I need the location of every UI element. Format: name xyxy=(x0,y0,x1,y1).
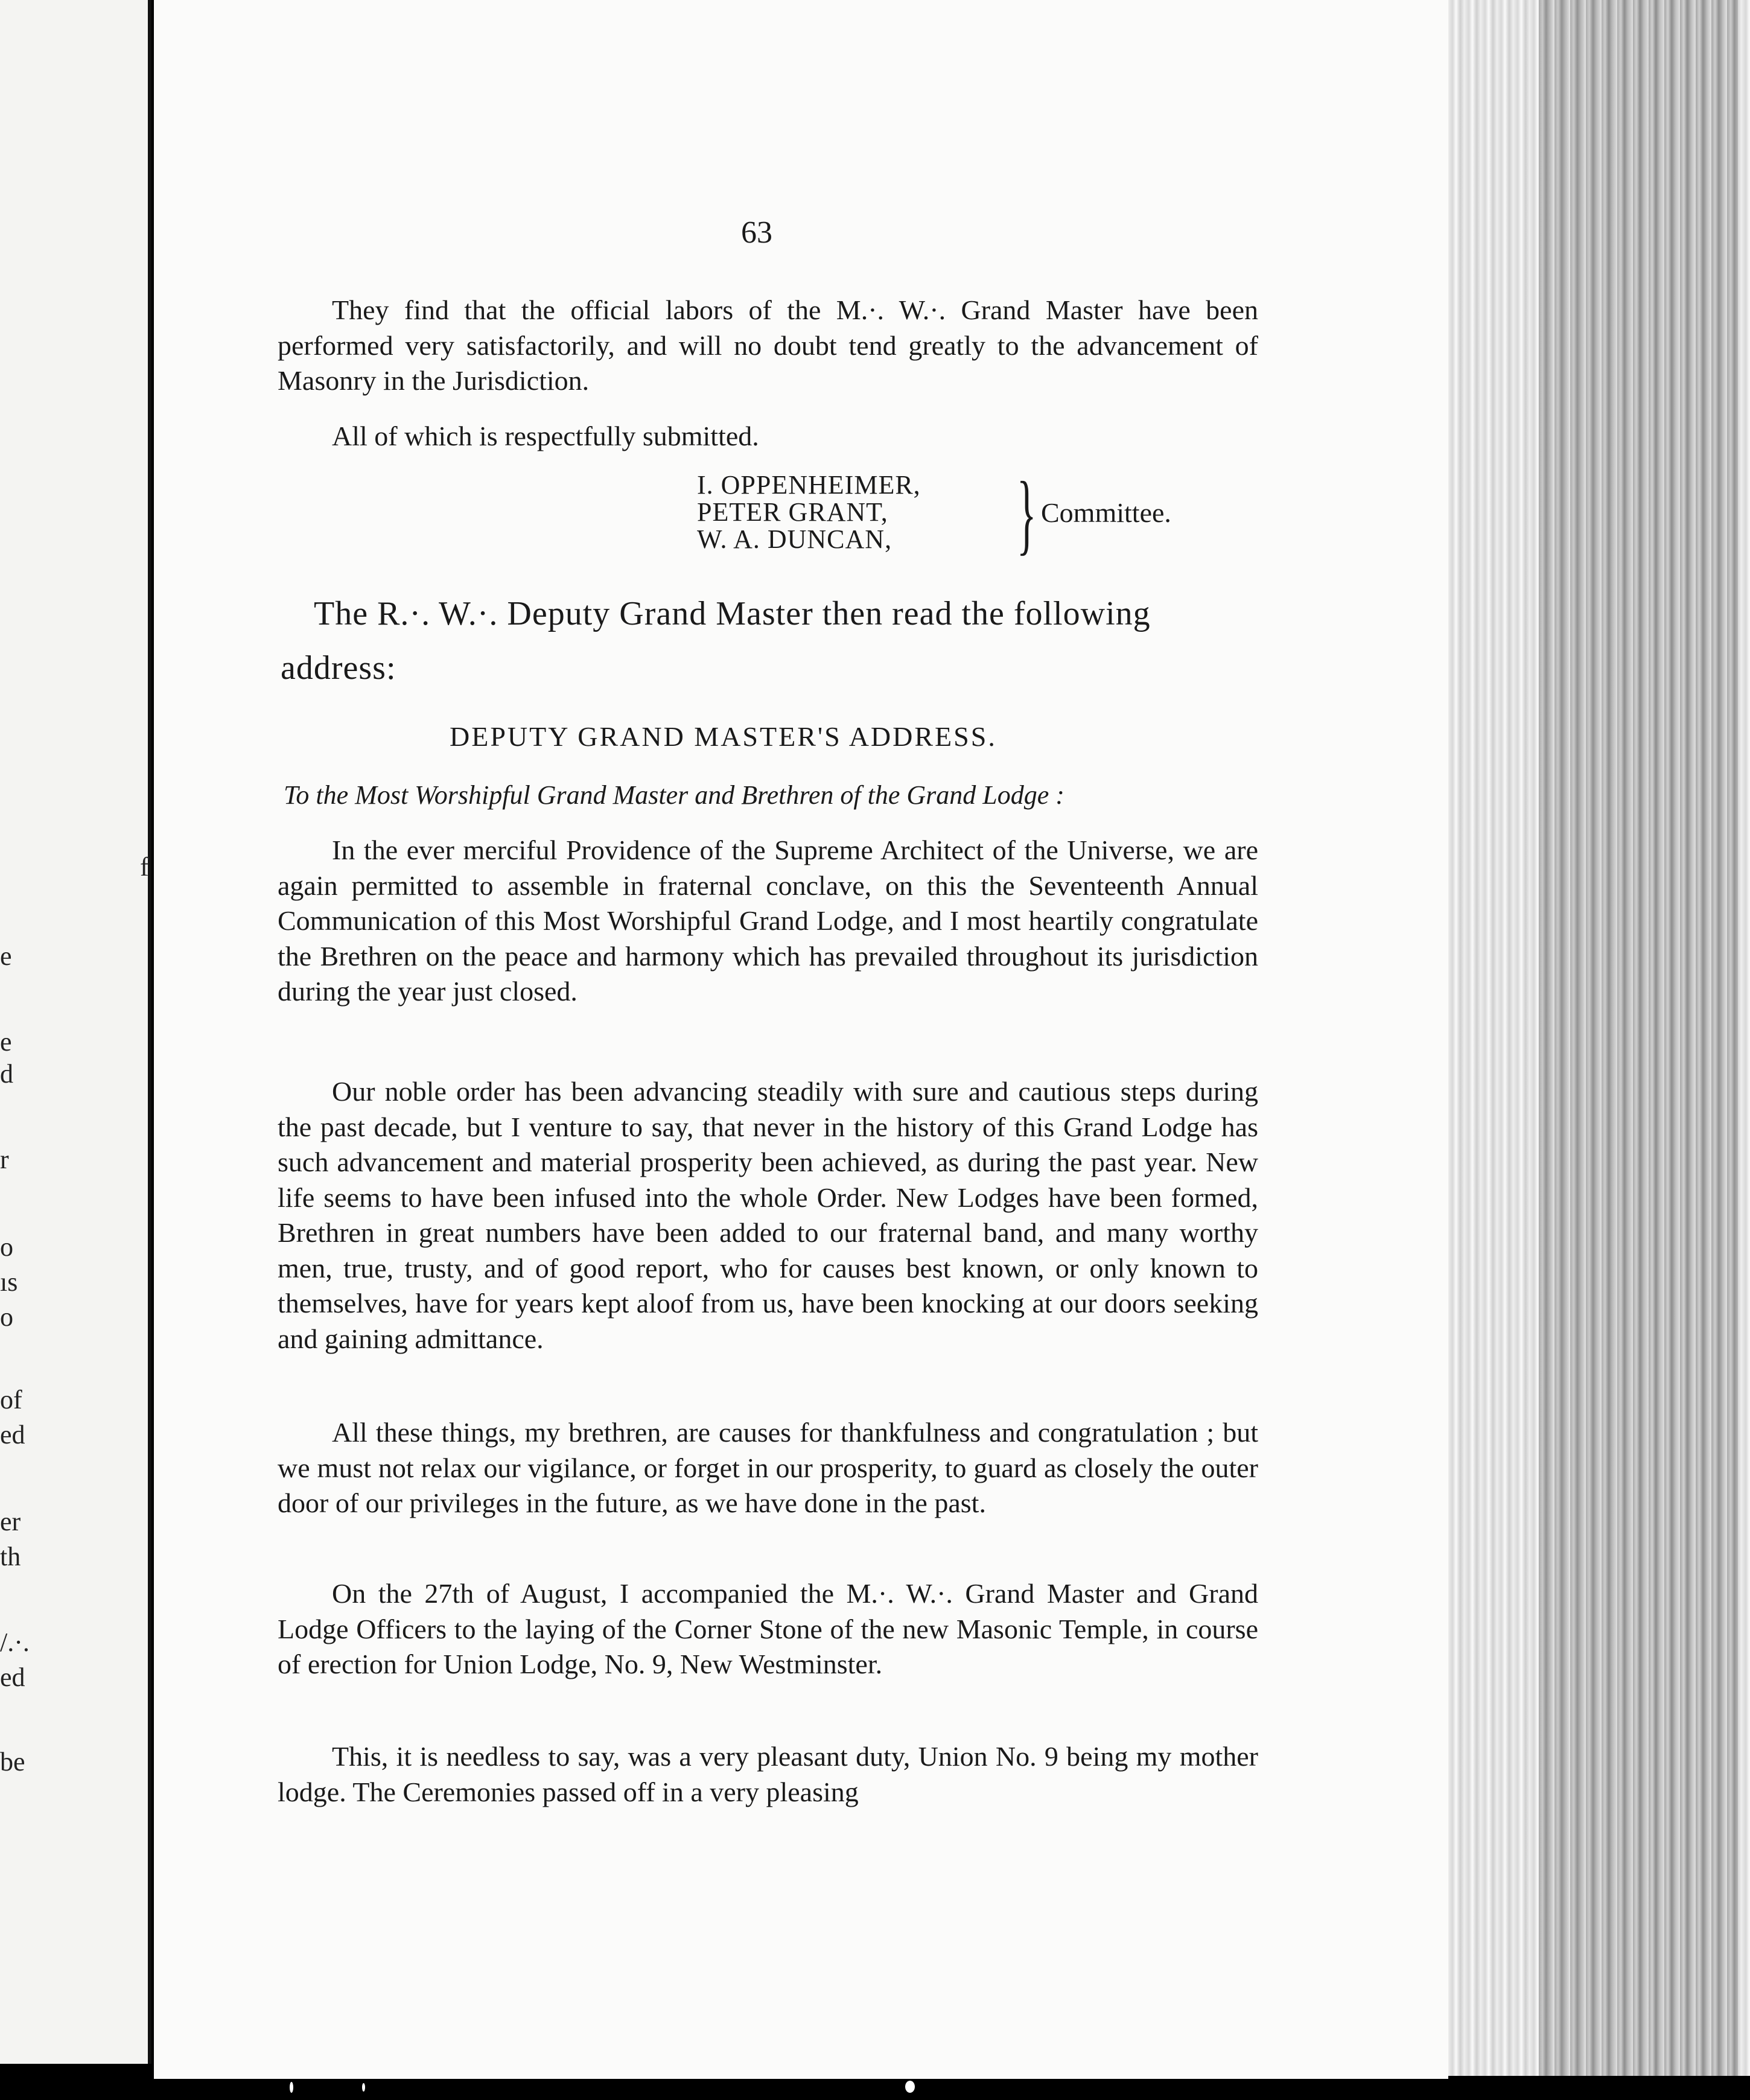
brace: } xyxy=(1017,463,1037,564)
intro-line: address: xyxy=(281,649,396,687)
address-paragraph: On the 27th of August, I accompanied the M.·. W.·. Grand Master and Grand Lodge Officers to the laying of the Corner Stone of the new Masonic Temple, in course of erection for Union Lodge, No. 9, New Westminster. xyxy=(278,1578,1258,1679)
left-page-fragment: be xyxy=(0,1747,25,1777)
address-salutation: To the Most Worshipful Grand Master and Brethren of the Grand Lodge : xyxy=(284,780,1064,810)
scan-speck xyxy=(362,2083,365,2092)
intro-line: The R.·. W.·. Deputy Grand Master then read the following xyxy=(314,595,1151,632)
address-paragraph: All these things, my brethren, are causes for thankfulness and congratulation ; but we must not relax our vigilance, or forget in our prosperity, to guard as closely the outer door of our privileges in the future, as we have done in the past. xyxy=(278,1417,1258,1518)
committee-closing-paragraph: They find that the official labors of the M.·. W.·. Grand Master have been performed very satisfactorily, and will no doubt tend greatly to the advancement of Masonry in the Jurisdiction. xyxy=(278,294,1258,396)
signatory-name: W. A. DUNCAN, xyxy=(697,524,892,554)
scan-speck xyxy=(290,2082,293,2093)
address-paragraph: This, it is needless to say, was a very pleasant duty, Union No. 9 being my mother lodge. The Ceremonies passed off in a very pleasing xyxy=(278,1741,1258,1807)
left-page-fragment: e xyxy=(0,941,12,971)
address-paragraph: In the ever merciful Providence of the Supreme Architect of the Universe, we are again permitted to assemble in fraternal conclave, on this the Seventeenth Annual Communication of this Most Worshipful Grand Lodge, and I most heartily congratulate the Brethren on the peace and harmony which has prevailed throughout its jurisdiction during the year just closed. xyxy=(278,835,1258,1007)
address-paragraph: Our noble order has been advancing steadily with sure and cautious steps during the past decade, but I venture to say, that never in the history of this Grand Lodge has such advancement and material prosperity been achieved, as during the past year. New life seems to have been infused into the whole Order. New Lodges have been formed, Brethren in great numbers have been added to our fraternal band, and many worthy men, true, trusty, and of good report, who for causes best known, or only known to themselves, have for years kept aloof from us, have been knocking at our doors seeking and gaining admittance. xyxy=(278,1076,1258,1354)
left-page-fragment: ed xyxy=(0,1420,25,1449)
left-page-fragment: f xyxy=(140,852,149,882)
left-page-fragment: ıs xyxy=(0,1267,18,1297)
signatory-name: PETER GRANT, xyxy=(697,497,888,527)
left-page-fragment: r xyxy=(0,1145,9,1174)
scan-speck xyxy=(905,2081,915,2093)
left-page-fragment: ed xyxy=(0,1662,25,1692)
left-page-fragment: er xyxy=(0,1507,21,1536)
left-page-fragment: of xyxy=(0,1385,22,1414)
left-page-fragment: d xyxy=(0,1059,13,1089)
left-page-fragment: o xyxy=(0,1302,13,1332)
address-heading: DEPUTY GRAND MASTER'S ADDRESS. xyxy=(450,721,997,752)
facing-left-page xyxy=(0,0,151,2064)
submission-line: All of which is respectfully submitted. xyxy=(332,421,759,451)
left-page-fragment: o xyxy=(0,1232,13,1262)
committee-label: Committee. xyxy=(1041,497,1171,528)
page-edges-shadow xyxy=(1539,0,1738,2076)
page-number: 63 xyxy=(741,215,772,250)
signatory-name: I. OPPENHEIMER, xyxy=(697,470,921,500)
left-page-fragment: e xyxy=(0,1027,12,1057)
left-page-fragment: th xyxy=(0,1542,21,1571)
left-page-fragment: /.·. xyxy=(0,1628,30,1657)
